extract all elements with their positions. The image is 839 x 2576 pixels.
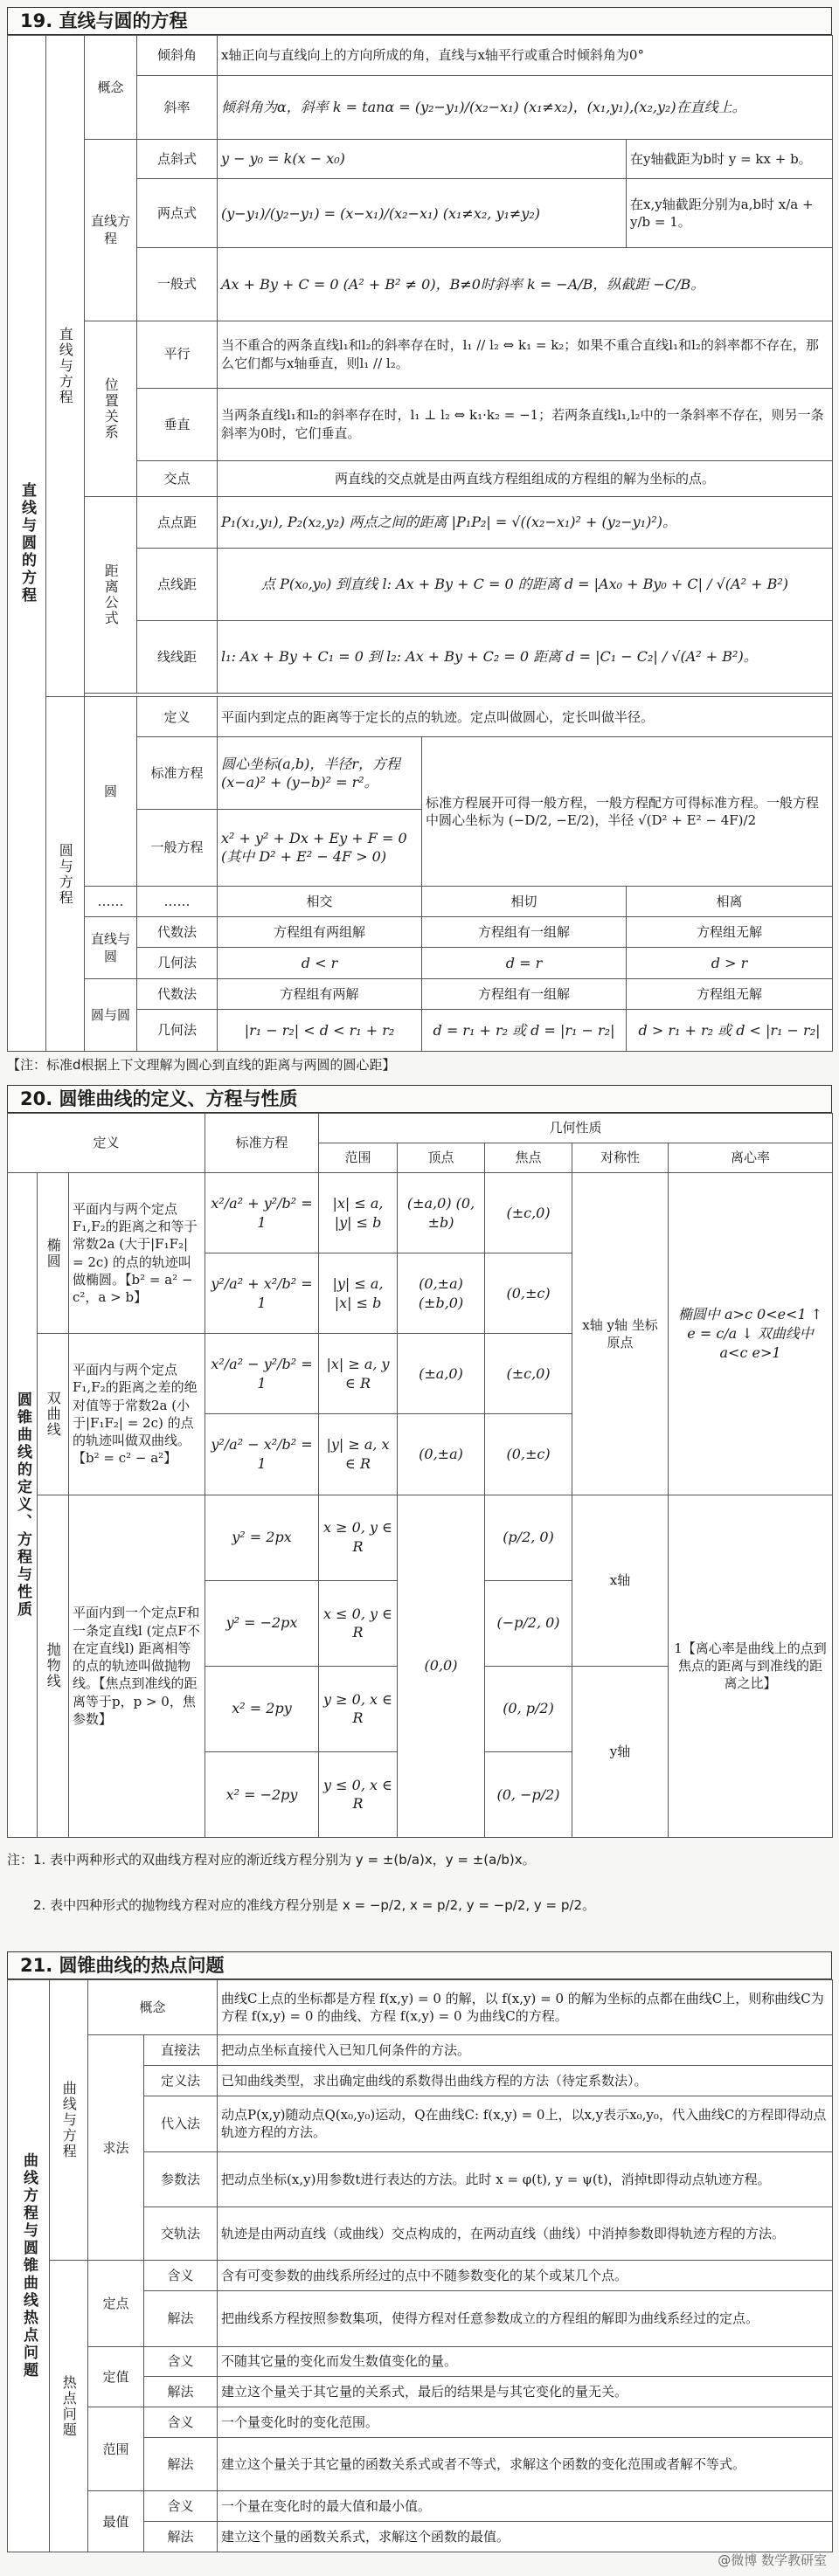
pl-dist-label: 点线距 [137,548,218,620]
p4-range: y ≤ 0, x ∈ R [319,1751,398,1837]
s20-main-label: 圆锥曲线的定义、方程与性质 [8,1173,38,1838]
circle-gen-label: 一般方程 [137,810,218,886]
circle-std-label: 标准方程 [137,737,218,810]
vertex-header: 顶点 [398,1143,485,1173]
cc-geo-0: |r₁ − r₂| < d < r₁ + r₂ [218,1010,422,1052]
section-19-title: 19. 直线与圆的方程 [7,7,832,35]
dots-label-2: …… [137,886,218,916]
pp-dist-text: P₁(x₁,y₁), P₂(x₂,y₂) 两点之间的距离 |P₁P₂| = √((x₂−x₁)² + (y₂−y₁)²)。 [218,497,833,548]
intersect-text: 两直线的交点就是由两直线方程组组成的方程组的解为坐标的点。 [218,460,833,497]
line-forms-label: 直线方程 [85,139,137,321]
p-sym-y: y轴 [572,1666,669,1837]
p-sym-x: x轴 [572,1495,669,1666]
symmetry-header: 对称性 [572,1143,669,1173]
e1-eq: x²/a² + y²/b² = 1 [205,1173,319,1253]
parallel-text: 当不重合的两条直线l₁和l₂的斜率存在时，l₁ // l₂ ⇔ k₁ = k₂；如果不重合直线l₁和l₂的斜率都不存在，那么它们都与x轴垂直，则l₁ // l₂。 [218,321,833,388]
cc-geo-1: d = r₁ + r₂ 或 d = |r₁ − r₂| [422,1010,627,1052]
slope-text: 倾斜角为α，斜率 k = tanα = (y₂−y₁)/(x₂−x₁) (x₁≠x₂)，(x₁,y₁),(x₂,y₂)在直线上。 [218,75,833,139]
focus-header: 焦点 [485,1143,572,1173]
fv-sol-label: 解法 [144,2377,218,2407]
pl-dist-text: 点 P(x₀,y₀) 到直线 l: Ax + By + C = 0 的距离 d = |Ax₀ + By₀ + C| / √(A² + B²) [218,548,833,620]
pp-dist-label: 点点距 [137,497,218,548]
extreme-label: 最值 [88,2491,144,2552]
def-header: 定义 [8,1114,205,1173]
e2-eq: y²/a² + x²/b² = 1 [205,1253,319,1334]
e2-range: |y| ≤ a, |x| ≤ b [319,1253,398,1334]
ellipse-label: 椭圆 [38,1173,69,1334]
parabola-def: 平面内到一个定点F和一条定直线l (定点F不在定直线l) 距离相等的点的轨迹叫做抛物线。【焦点到准线的距离等于p，p > 0，焦参数】 [69,1495,205,1838]
defm-text: 已知曲线类型，求出确定曲线的系数得出曲线方程的方法（待定系数法）。 [218,2066,833,2096]
s20-note-1: 注：1. 表中两种形式的双曲线方程对应的渐近线方程分别为 y = ±(b/a)x，y = ±(a/b)x。 [7,1852,536,1868]
intercept-text: 在x,y轴截距分别为a,b时 x/a + y/b = 1。 [627,179,833,248]
cc-alg-0: 方程组有两解 [218,978,422,1009]
h1-eq: x²/a² − y²/b² = 1 [205,1334,319,1414]
cc-geo-2: d > r₁ + r₂ 或 d < |r₁ − r₂| [627,1010,833,1052]
hyperbola-label: 双曲线 [38,1334,69,1495]
e1-focus: (±c,0) [485,1173,572,1253]
ex-sol-text: 建立这个量的函数关系式，求解这个函数的最值。 [218,2522,833,2552]
h2-vertex: (0,±a) [398,1414,485,1495]
h2-range: |y| ≥ a, x ∈ R [319,1414,398,1495]
section-21-title: 21. 圆锥曲线的热点问题 [7,1951,832,1979]
concept-label: 概念 [85,36,137,140]
method-label: 求法 [88,2035,144,2261]
line-eq-label: 直线与方程 [46,36,85,697]
fv-sol-text: 建立这个量关于其它量的关系式，最后的结果是与其它变化的量无关。 [218,2377,833,2407]
fv-mean-text: 不随其它量的变化而发生数值变化的量。 [218,2346,833,2377]
ecc-header: 离心率 [669,1143,833,1173]
point-slope-text: y − y₀ = k(x − x₀) [218,139,627,179]
p3-range: y ≥ 0, x ∈ R [319,1666,398,1751]
fp-mean-text: 含有可变参数的曲线系所经过的点中不随参数变化的某个或某几个点。 [218,2261,833,2291]
rg-mean-label: 含义 [144,2407,218,2438]
general-label: 一般式 [137,248,218,321]
intersect-label: 交点 [137,460,218,497]
circle-gen-text: x² + y² + Dx + Ey + F = 0 (其中 D² + E² − 4F > 0) [218,810,422,886]
e2-vertex: (0,±a) (±b,0) [398,1253,485,1334]
p2-range: x ≤ 0, y ∈ R [319,1580,398,1666]
lc-alg-0: 方程组有两组解 [218,916,422,947]
param-label: 参数法 [144,2151,218,2207]
ex-sol-label: 解法 [144,2522,218,2552]
circle-def-text: 平面内到定点的距离等于定长的点的轨迹。定点叫做圆心，定长叫做半径。 [218,697,833,737]
direct-label: 直接法 [144,2035,218,2066]
cc-alg-2: 方程组无解 [627,978,833,1009]
general-text: Ax + By + C = 0 (A² + B² ≠ 0)，B≠0时斜率 k = −A/B，纵截距 −C/B。 [218,248,833,321]
s21-main-label: 曲线方程与圆锥曲线热点问题 [8,1980,50,2552]
p3-eq: x² = 2py [205,1666,319,1751]
concept21-label: 概念 [88,1980,218,2035]
p1-focus: (p/2, 0) [485,1495,572,1580]
ll-dist-label: 线线距 [137,620,218,693]
sym-eh: x轴 y轴 坐标原点 [572,1173,669,1495]
fp-sol-text: 把曲线系方程按照参数集项，使得方程对任意参数成立的方程组的解即为曲线系经过的定点。 [218,2291,833,2346]
p2-focus: (−p/2, 0) [485,1580,572,1666]
curve-eq-label: 曲线与方程 [50,1980,88,2261]
two-point-text: (y−y₁)/(y₂−y₁) = (x−x₁)/(x₂−x₁) (x₁≠x₂, y₁≠y₂) [218,179,627,248]
table-20 [7,1113,833,1838]
cc-geo-label: 几何法 [137,1010,218,1052]
table-21 [7,1979,833,2552]
cc-alg-1: 方程组有一组解 [422,978,627,1009]
circle-std-note: 标准方程展开可得一般方程，一般方程配方可得标准方程。一般方程中圆心坐标为 (−D/2, −E/2)，半径 √(D² + E² − 4F)/2 [422,737,833,887]
perp-text: 当两条直线l₁和l₂的斜率存在时，l₁ ⊥ l₂ ⇔ k₁·k₂ = −1；若两条直线l₁,l₂中的一条斜率不存在，则另一条斜率为0时，它们垂直。 [218,388,833,460]
p4-eq: x² = −2py [205,1751,319,1837]
cc-alg-label: 代数法 [137,978,218,1009]
ecc-eh: 椭圆中 a>c 0<e<1 ↑ e = c/a ↓ 双曲线中 a<c e>1 [669,1173,833,1495]
h2-eq: y²/a² − x²/b² = 1 [205,1414,319,1495]
lc-alg-1: 方程组有一组解 [422,916,627,947]
e1-range: |x| ≤ a, |y| ≤ b [319,1173,398,1253]
direct-text: 把动点坐标直接代入已知几何条件的方法。 [218,2035,833,2066]
concept21-text: 曲线C上点的坐标都是方程 f(x,y) = 0 的解，以 f(x,y) = 0 的解为坐标的点都在曲线C上，则称曲线C为方程 f(x,y) = 0 的曲线、方程 f(x,y) = 0 为曲线C的方程。 [218,1980,833,2035]
position-label: 位置关系 [85,321,137,497]
lc-geo-0: d < r [218,948,422,978]
ex-mean-label: 含义 [144,2491,218,2522]
ellipse-def: 平面内与两个定点F₁,F₂的距离之和等于常数2a (大于|F₁F₂| = 2c) 的点的轨迹叫做椭圆。【b² = a² − c²，a > b】 [69,1173,205,1334]
distance-label: 距离公式 [85,497,137,694]
incl-angle-text: x轴正向与直线向上的方向所成的角，直线与x轴平行或重合时倾斜角为0° [218,36,833,76]
e2-focus: (0,±c) [485,1253,572,1334]
param-text: 把动点坐标(x,y)用参数t进行表达的方法。此时 x = φ(t), y = ψ(t)，消掉t即得动点轨迹方程。 [218,2151,833,2207]
range-header: 范围 [319,1143,398,1173]
lc-alg-2: 方程组无解 [627,916,833,947]
tangent-header: 相切 [422,886,627,916]
fp-sol-label: 解法 [144,2291,218,2346]
watermark: @微博 数学教研室 [718,2552,827,2568]
p1-eq: y² = 2px [205,1495,319,1580]
fixed-pt-label: 定点 [88,2261,144,2346]
range21-label: 范围 [88,2407,144,2491]
slope-label: 斜率 [137,75,218,139]
lc-geo-label: 几何法 [137,948,218,978]
parabola-label: 抛物线 [38,1495,69,1838]
h1-range: |x| ≥ a, y ∈ R [319,1334,398,1414]
p-vertex: (0,0) [398,1495,485,1838]
fp-mean-label: 含义 [144,2261,218,2291]
lc-geo-2: d > r [627,948,833,978]
lc-geo-1: d = r [422,948,627,978]
p4-focus: (0, −p/2) [485,1751,572,1837]
incl-angle-label: 倾斜角 [137,36,218,76]
point-slope-label: 点斜式 [137,139,218,179]
main-label: 直线与圆的方程 [8,36,46,1052]
h2-focus: (0,±c) [485,1414,572,1495]
lc-alg-label: 代数法 [137,916,218,947]
fixed-val-label: 定值 [88,2346,144,2407]
p3-focus: (0, p/2) [485,1666,572,1751]
dots-label-1: …… [85,886,137,916]
subst-label: 代入法 [144,2096,218,2151]
parallel-label: 平行 [137,321,218,388]
rg-sol-label: 解法 [144,2438,218,2491]
circle-label: 圆 [85,697,137,886]
fv-mean-label: 含义 [144,2346,218,2377]
rg-sol-text: 建立这个量关于其它量的函数关系式或者不等式，求解这个函数的变化范围或者解不等式。 [218,2438,833,2491]
hyperbola-def: 平面内与两个定点F₁,F₂的距离之差的绝对值等于常数2a (小于|F₁F₂| = 2c) 的点的轨迹叫做双曲线。【b² = c² − a²】 [69,1334,205,1495]
circle-def-label: 定义 [137,697,218,737]
s20-note-2: 2. 表中四种形式的抛物线方程对应的准线方程分别是 x = −p/2, x = p/2, y = −p/2, y = p/2。 [33,1897,595,1913]
separate-header: 相离 [627,886,833,916]
hot-label: 热点问题 [50,2261,88,2552]
two-point-label: 两点式 [137,179,218,248]
defm-label: 定义法 [144,2066,218,2096]
p-ecc: 1【离心率是曲线上的点到焦点的距离与到准线的距离之比】 [669,1495,833,1838]
slope-intercept-text: 在y轴截距为b时 y = kx + b。 [627,139,833,179]
line-circle-label: 直线与圆 [85,916,137,978]
s19-note: 【注：标准d根据上下文理解为圆心到直线的距离与两圆的圆心距】 [7,1057,396,1073]
circle-std-text: 圆心坐标(a,b)，半径r，方程(x−a)² + (y−b)² = r²。 [218,737,422,810]
p1-range: x ≥ 0, y ∈ R [319,1495,398,1580]
subst-text: 动点P(x,y)随动点Q(x₀,y₀)运动，Q在曲线C: f(x,y) = 0上，以x,y表示x₀,y₀，代入曲线C的方程即得动点轨迹方程的方法。 [218,2096,833,2151]
std-eq-header: 标准方程 [205,1114,319,1173]
circle-circle-label: 圆与圆 [85,978,137,1051]
e1-vertex: (±a,0) (0,±b) [398,1173,485,1253]
table-19 [7,35,833,1052]
ll-dist-text: l₁: Ax + By + C₁ = 0 到 l₂: Ax + By + C₂ = 0 距离 d = |C₁ − C₂| / √(A² + B²)。 [218,620,833,693]
perp-label: 垂直 [137,388,218,460]
section-20-title: 20. 圆锥曲线的定义、方程与性质 [7,1085,832,1113]
h1-vertex: (±a,0) [398,1334,485,1414]
track-label: 交轨法 [144,2207,218,2260]
ex-mean-text: 一个量在变化时的最大值和最小值。 [218,2491,833,2522]
track-text: 轨迹是由两动直线（或曲线）交点构成的，在两动直线（曲线）中消掉参数即得轨迹方程的方法。 [218,2207,833,2260]
rg-mean-text: 一个量变化时的变化范围。 [218,2407,833,2438]
geo-header: 几何性质 [319,1114,833,1143]
circle-eq-label: 圆与方程 [46,697,85,1052]
h1-focus: (±c,0) [485,1334,572,1414]
p2-eq: y² = −2px [205,1580,319,1666]
intersecting-header: 相交 [218,886,422,916]
